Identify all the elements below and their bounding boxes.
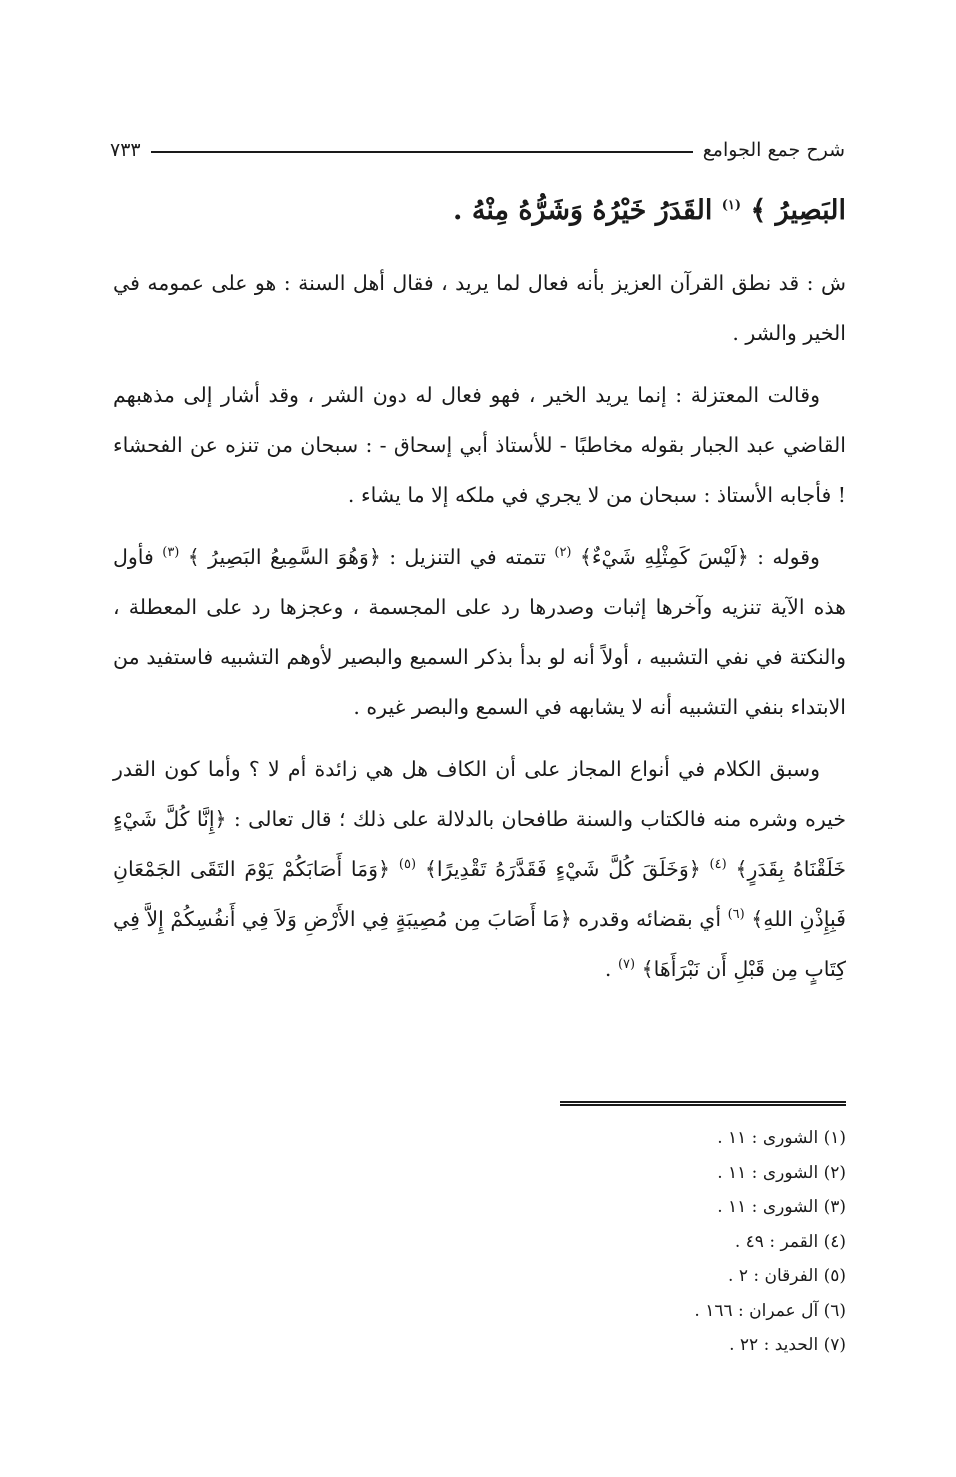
footnote: (٢) الشورى : ١١ . bbox=[717, 1162, 846, 1183]
running-title: شرح جمع الجوامع bbox=[702, 139, 845, 161]
header-rule bbox=[151, 151, 693, 153]
paragraph-3-text: فأول هذه الآية تنزيه وآخرها إثبات وصدرها رد على المجسمة ، وعجزها رد على المعطلة ، والنكتة في نفي التشبيه ، أولاً أنه لو بدأ بذكر السميع والبصير لأوهم التشبيه فاستفيد من الابتداء بنفي التشبيه أنه لا يشابهه في السمع والبصر غيره . bbox=[113, 545, 846, 719]
paragraph-2: وقالت المعتزلة : إنما يريد الخير ، فهو فعال له دون الشر ، وقد أشار إلى مذهبهم القاضي عبد الجبار بقوله مخاطبًا - للأستاذ أبي إسحاق - : سبحان من تنزه عن الفحشاء ! فأجابه الأستاذ : سبحان من لا يجري في ملكه إلا ما يشاء . bbox=[113, 383, 846, 507]
paragraph-4 bbox=[113, 744, 846, 994]
footnote-ref: (٣) bbox=[162, 545, 180, 561]
paragraph-4-text: . bbox=[604, 957, 612, 981]
footnote-ref: (١) bbox=[721, 198, 742, 213]
paragraph-4-text: ﴿وَمَا أَصَابَكُمْ يَوْمَ التَقَى الجَمْعَانِ فَبِإِذْنِ اللهِ﴾ bbox=[113, 857, 846, 931]
footnote-ref: (٢) bbox=[554, 545, 572, 561]
footnote-ref: (٧) bbox=[617, 957, 636, 973]
page-number: ٧٣٣ bbox=[110, 139, 141, 161]
footnote: (٣) الشورى : ١١ . bbox=[717, 1197, 846, 1217]
paragraph-4-text: ﴿وَخَلَقَ كُلَّ شَيْءٍ فَقَدَّرَهُ تَقْدِيرًا﴾ bbox=[424, 857, 701, 881]
footnote: (٦) آل عمران : ١٦٦ . bbox=[694, 1300, 846, 1321]
footnote-ref: (٥) bbox=[398, 857, 417, 873]
footnote: (٥) الفرقان : ٢ . bbox=[728, 1266, 846, 1286]
footnote: (٤) القمر : ٤٩ . bbox=[734, 1231, 846, 1252]
paragraph-4-text: وسبق الكلام في أنواع المجاز على أن الكاف هل هي زائدة أم لا ؟ وأما كون القدر خيره وشره منه فالكتاب والسنة طافحان بالدلالة على ذلك ؛ قال تعالى : ﴿إِنَّا كُلَّ شَيْءٍ خَلَقْنَاهُ بِقَدَرٍ﴾ bbox=[113, 757, 846, 881]
footnote: (٧) الحديد : ٢٢ . bbox=[729, 1335, 846, 1355]
footnote: (١) الشورى : ١١ . bbox=[717, 1128, 846, 1148]
paragraph-1: ش : قد نطق القرآن العزيز بأنه فعال لما يريد ، فقال أهل السنة : هو على عمومه في الخير والشر . bbox=[113, 271, 846, 345]
paragraph-3-text: تتمته في التنزيل : ﴿وَهُوَ السَّمِيعُ البَصِيرُ ﴾ bbox=[187, 545, 546, 569]
opening-statement bbox=[113, 186, 846, 236]
running-header bbox=[110, 134, 845, 166]
paragraph-4-text: أي بقضائه وقدره ﴿مَا أَصَابَ مِن مُصِيبَةٍ فِي الأَرْضِ وَلاَ فِي أَنفُسِكُمْ إِلاَّ فِي كِتَابٍ مِن قَبْلِ أَن نَبْرَأَهَا﴾ bbox=[113, 907, 846, 981]
paragraph-3-text: وقوله : ﴿لَيْسَ كَمِثْلِهِ شَيْءٌ﴾ bbox=[579, 545, 820, 569]
main-text bbox=[113, 186, 846, 1006]
footnote-ref: (٦) bbox=[727, 907, 745, 923]
opening-verse-end: البَصِيرُ ﴾ bbox=[750, 195, 846, 226]
footnote-ref: (٤) bbox=[709, 857, 727, 873]
footnote-separator bbox=[560, 1101, 846, 1106]
paragraph-3 bbox=[113, 532, 846, 732]
opening-matn: القَدَرُ خَيْرُهُ وَشَرُّهُ مِنْهُ . bbox=[453, 195, 713, 226]
footnotes-list bbox=[546, 1121, 846, 1363]
